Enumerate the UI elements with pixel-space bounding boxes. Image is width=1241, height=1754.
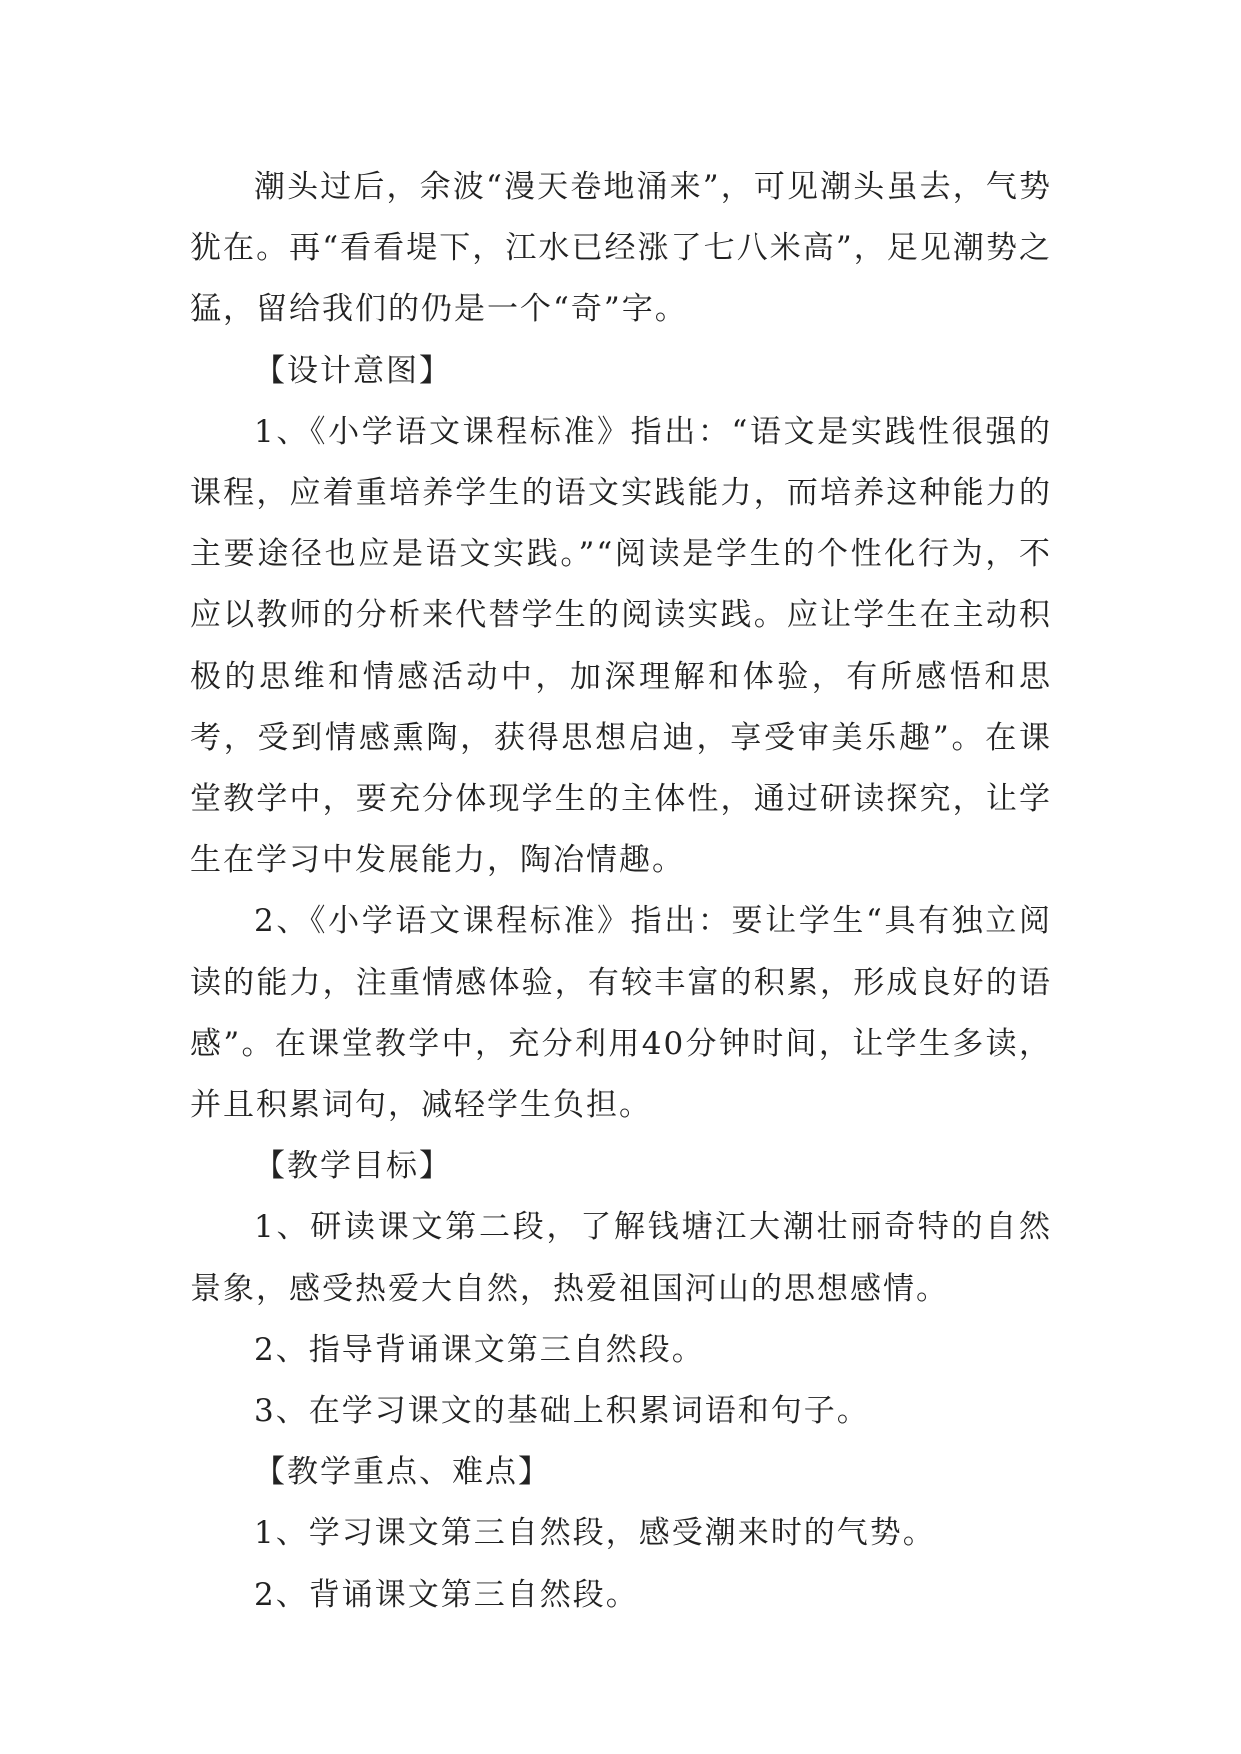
paragraph-goal-1: 1、研读课文第二段，了解钱塘江大潮壮丽奇特的自然景象，感受热爱大自然，热爱祖国河山的思想感情。 [190,1209,1052,1307]
heading-key-points: 【教学重点、难点】 [254,1454,551,1491]
paragraph-design-intent-1: 1、《小学语文课程标准》指出：“语文是实践性很强的课程，应着重培养学生的语文实践能力，而培养这种能力的主要途径也应是语文实践。”“阅读是学生的个性化行为，不应以教师的分析来代替学生的阅读实践。应让学生在主动积极的思维和情感活动中，加深理解和体验，有所感悟和思考，受到情感熏陶，获得思想启迪，享受审美乐趣”。在课堂教学中，要充分体现学生的主体性，通过研读探究，让学生在学习中发展能力，陶冶情趣。 [190,413,1052,879]
heading-design-intent: 【设计意图】 [254,352,452,389]
paragraph-goal-3: 3、在学习课文的基础上积累词语和句子。 [254,1393,870,1430]
paragraph-goal-2: 2、指导背诵课文第三自然段。 [254,1331,705,1368]
heading-teaching-goals: 【教学目标】 [254,1148,452,1185]
paragraph-key-point-2: 2、背诵课文第三自然段。 [254,1576,639,1613]
paragraph-design-intent-2: 2、《小学语文课程标准》指出：要让学生“具有独立阅读的能力，注重情感体验，有较丰富的积累，形成良好的语感”。在课堂教学中，充分利用40分钟时间，让学生多读，并且积累词句，减轻学生负担。 [190,903,1052,1124]
paragraph-key-point-1: 1、学习课文第三自然段，感受潮来时的气势。 [254,1515,936,1552]
document-body [190,157,1052,1626]
paragraph-tide-aftermath: 潮头过后，余波“漫天卷地涌来”，可见潮头虽去，气势犹在。再“看看堤下，江水已经涨了七八米高”，足见潮势之猛，留给我们的仍是一个“奇”字。 [190,169,1052,328]
